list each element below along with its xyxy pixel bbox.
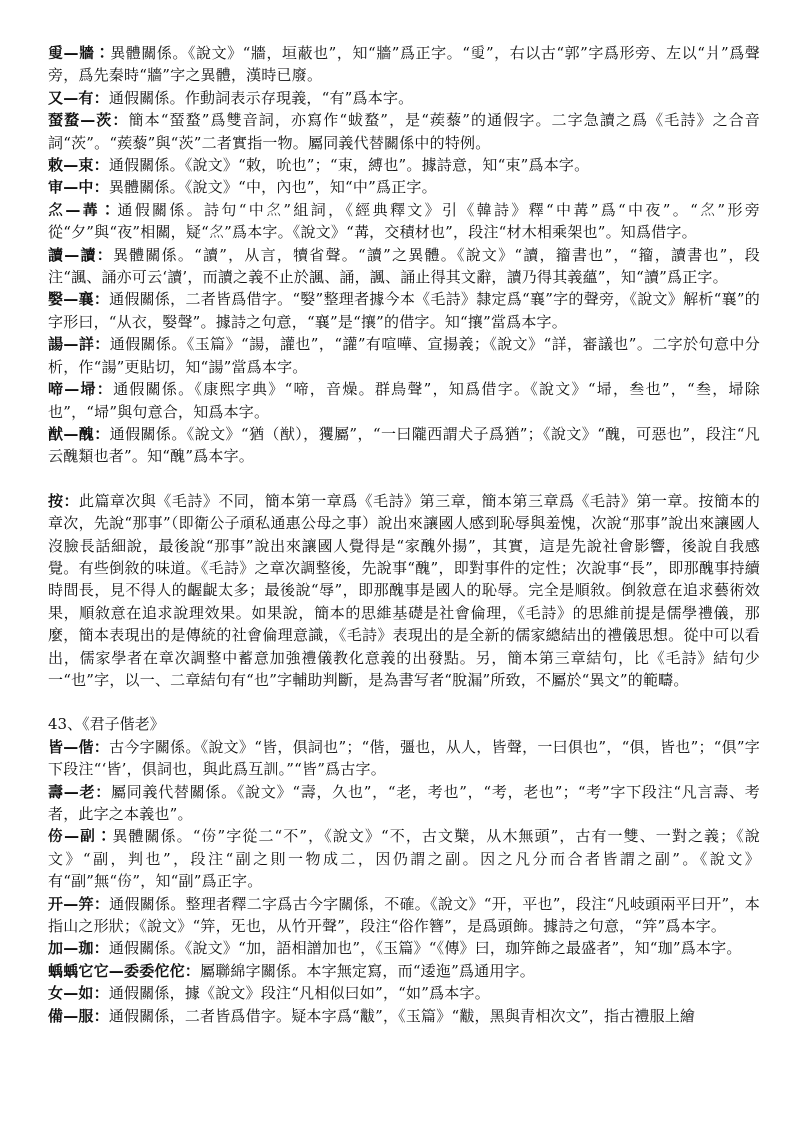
entry-body: 異體關係。“讀”，从言，犢省聲。“讀”之異體。《說文》“讀，籀書也”，“籀，讀書也”，段注“諷、誦亦可云‘讀’，而讀之義不止於諷、誦，諷、誦止得其文辭，讀乃得其義蘊”，知“讀”爲正字。	[48, 245, 760, 287]
gloss-entry	[48, 42, 760, 87]
entry-body: 通假關係，二者皆爲借字。“嫛”整理者據今本《毛詩》隸定爲“襄”字的聲旁，《說文》解析“襄”的字形曰，“从衣，嫛聲”。據詩之句意，“襄”是“攘”的借字。知“攘”當爲本字。	[48, 290, 760, 331]
entry-head: 蝅蝥—茨：	[48, 111, 129, 130]
gloss-entry	[48, 378, 760, 423]
entry-head: 壽—老：	[48, 782, 111, 801]
entry-head: 女—如：	[48, 984, 109, 1003]
entries-group-2	[48, 736, 760, 1027]
entry-body: 屬聯綿字關係。本字無定寫，而“逶迤”爲通用字。	[200, 961, 535, 980]
entry-head: 備—服：	[48, 1006, 109, 1025]
gloss-entry	[48, 423, 760, 468]
note-body: 此篇章次與《毛詩》不同，簡本第一章爲《毛詩》第三章，簡本第三章爲《毛詩》第一章。按簡本的章次，先說“那事”（即衛公子頑私通惠公母之事）說出來讓國人感到恥辱與羞愧，次說“那事”說出來讓國人沒臉長話細說，最後說“那事”說出來讓國人覺得是“家醜外揚”，其實，這是先說社會影響，後說自我感覺。有些倒敘的味道。《毛詩》之章次調整後，先說事“醜”，即對事件的定性；次說事“長”，即那醜事持續時間長，見不得人的齷齪太多；最後說“辱”，即那醜事是國人的恥辱。完全是順敘。倒敘意在追求藝術效果，順敘意在追求說理效果。如果說，簡本的思維基礎是社會倫理，《毛詩》的思維前提是儒學禮儀，那麼，簡本表現出的是傳統的社會倫理意識，《毛詩》表現出的是全新的儒家總結出的禮儀思想。從中可以看出，儒家學者在章次調整中蓄意加強禮儀教化意義的出發點。另，簡本第三章結句，比《毛詩》結句少一“也”字，以一、二章結句有“也”字輔助判斷，是為書写者“脫漏”所致，不屬於“異文”的範疇。	[48, 491, 760, 689]
entry-head: 加—珈：	[48, 939, 109, 958]
entry-body: 通假關係，據《說文》段注“凡相似曰如”，“如”爲本字。	[108, 984, 490, 1003]
note-paragraph	[48, 490, 760, 692]
gloss-entry	[48, 960, 760, 982]
entry-head: 讀—讀：	[48, 245, 113, 264]
entry-body: 通假關係。詩句“中𡖋”組詞，《經典釋文》引《韓詩》釋“中冓”爲“中夜”。“𡖋”形旁從“夕”與“夜”相關，疑“𡖋”爲本字。《說文》“冓，交積材也”，段注“材木相乘架也”。知爲借字。	[48, 200, 760, 242]
gloss-entry	[48, 176, 760, 198]
entry-head: 又—有：	[48, 88, 109, 107]
entry-head: 开—笄：	[48, 894, 110, 913]
gloss-entry	[48, 244, 760, 289]
entry-body: 屬同義代替關係。《說文》“壽，久也”，“老，考也”，“考，老也”；“考”字下段注“凡言壽、考者，此字之本義也”。	[48, 782, 760, 823]
entry-body: 異體關係。《說文》“中，內也”，知“中”爲正字。	[108, 178, 437, 197]
section-title: 43、《君子偕老》	[48, 715, 165, 734]
entry-head: 皆—偕：	[48, 737, 110, 756]
entry-head: 𡖋—冓：	[48, 200, 118, 219]
entry-head: 𠇴—副：	[48, 827, 113, 846]
gloss-entry	[48, 154, 760, 176]
gloss-entry	[48, 937, 760, 959]
entry-body: 通假關係。作動詞表示存現義，“有”爲本字。	[108, 88, 414, 107]
gloss-entry	[48, 109, 760, 154]
paragraph-gap	[48, 468, 760, 490]
entry-body: 通假關係。《說文》“加，語相譄加也”，《玉篇》“《傳》曰，珈笄飾之最盛者”，知“珈”爲本字。	[108, 939, 742, 958]
gloss-entry	[48, 781, 760, 826]
entry-head: 𤔣—牆：	[48, 44, 111, 62]
note-head: 按：	[48, 491, 79, 510]
paragraph-gap	[48, 691, 760, 713]
entry-body: 簡本“蝅蝥”爲雙音詞，亦寫作“蛂蝥”，是“蒺藜”的通假字。二字急讀之爲《毛詩》之合音詞“茨”。“蒺藜”與“茨”二者實指一物。屬同義代替關係中的特例。	[48, 111, 760, 152]
entry-head: 蝺蝺它它—委委佗佗：	[48, 961, 201, 980]
entry-body: 通假關係。《康熙字典》“啼，音燥。群鳥聲”，知爲借字。《說文》“埽，叁也”，“叁，埽除也”，“埽”與句意合，知爲本字。	[48, 380, 760, 421]
gloss-entry	[48, 1005, 760, 1027]
entry-head: 猷—醜：	[48, 424, 110, 443]
entry-head: 諹—詳：	[48, 335, 110, 354]
entry-body: 通假關係。整理者釋二字爲古今字關係，不確。《說文》“开，平也”，段注“凡岐頭兩平曰开”，本指山之形狀；《說文》“笄，旡也，从竹开聲”，段注“俗作簪”，是爲頭飾。據詩之句意，“笄”爲本字。	[48, 894, 760, 936]
entry-body: 通假關係。《說文》“敕，吮也”；“束，縛也”。據詩意，知“束”爲本字。	[108, 156, 590, 175]
entry-body: 異體關係。《說文》“牆，垣蔽也”，知“牆”爲正字。“𤔣”，右以古“郭”字爲形旁、左以“爿”爲聲旁，爲先秦時“牆”字之異體，漢時已廢。	[48, 44, 760, 85]
entry-head: 嫛—襄：	[48, 290, 110, 309]
gloss-entry	[48, 736, 760, 781]
entries-group-1	[48, 42, 760, 468]
entry-body: 通假關係，二者皆爲借字。疑本字爲“黻”，《玉篇》“黻，黑與青相次文”，指古禮服上繪	[108, 1006, 696, 1025]
gloss-entry	[48, 982, 760, 1004]
entry-head: 审—中：	[48, 178, 109, 197]
gloss-entry	[48, 199, 760, 244]
gloss-entry	[48, 87, 760, 109]
entry-head: 敕—束：	[48, 156, 109, 175]
gloss-entry	[48, 825, 760, 892]
entry-body: 通假關係。《說文》“猶（猷），玃屬”，“一曰隴西謂犬子爲猶”；《說文》“醜，可惡也”，段注“凡云醜類也者”。知“醜”爲本字。	[48, 424, 760, 466]
entry-body: 古今字關係。《說文》“皆，俱詞也”；“偕，彊也，从人，皆聲，一曰俱也”，“俱，皆也”；“俱”字下段注“‘皆’，俱詞也，與此爲互訓。”“皆”爲古字。	[48, 737, 760, 779]
gloss-entry	[48, 333, 760, 378]
entry-body: 通假關係。《玉篇》“諹，讙也”，“讙”有喧嘩、宣揚義；《說文》“詳，審議也”。二字於句意中分析，作“諹”更貼切，知“諹”當爲本字。	[48, 335, 760, 376]
gloss-entry	[48, 288, 760, 333]
entry-head: 啼—埽：	[48, 380, 114, 399]
entry-body: 異體關係。“𠇴”字從二“不”，《說文》“不，古文櫱，从木無頭”，古有一雙、一對之義；《說文》“副，判也”，段注“副之則一物成二，因仍謂之副。因之凡分而合者皆謂之副”。《說文》有“副”無“𠇴”，知“副”爲正字。	[48, 827, 760, 891]
gloss-entry	[48, 893, 760, 938]
